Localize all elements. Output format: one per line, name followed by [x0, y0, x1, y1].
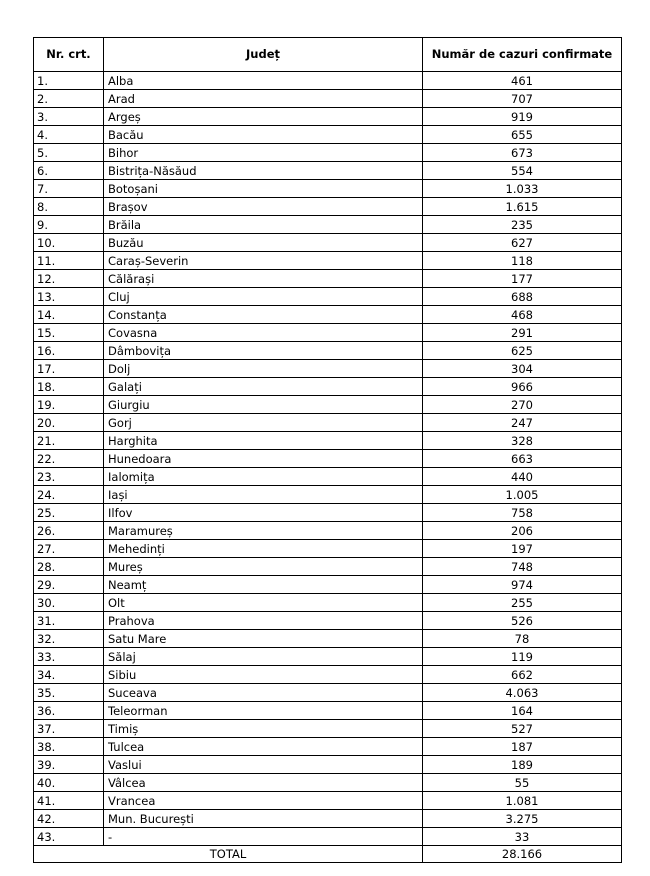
row-number: 33. [34, 648, 104, 666]
case-count: 655 [423, 126, 622, 144]
county-name: Buzău [104, 234, 423, 252]
case-count: 197 [423, 540, 622, 558]
county-name: Hunedoara [104, 450, 423, 468]
row-number: 2. [34, 90, 104, 108]
row-number: 34. [34, 666, 104, 684]
table-row [34, 684, 622, 702]
case-count: 4.063 [423, 684, 622, 702]
table-row [34, 576, 622, 594]
case-count: 554 [423, 162, 622, 180]
row-number: 6. [34, 162, 104, 180]
county-name: Mun. București [104, 810, 423, 828]
row-number: 4. [34, 126, 104, 144]
county-name: - [104, 828, 423, 846]
table-row [34, 288, 622, 306]
row-number: 40. [34, 774, 104, 792]
row-number: 39. [34, 756, 104, 774]
county-name: Dolj [104, 360, 423, 378]
case-count: 707 [423, 90, 622, 108]
row-number: 37. [34, 720, 104, 738]
table-row [34, 378, 622, 396]
table-row [34, 702, 622, 720]
county-name: Covasna [104, 324, 423, 342]
county-name: Vaslui [104, 756, 423, 774]
row-number: 22. [34, 450, 104, 468]
case-count: 688 [423, 288, 622, 306]
case-count: 1.081 [423, 792, 622, 810]
case-count: 627 [423, 234, 622, 252]
header-judet: Județ [104, 38, 423, 72]
row-number: 28. [34, 558, 104, 576]
case-count: 187 [423, 738, 622, 756]
table-row [34, 756, 622, 774]
case-count: 235 [423, 216, 622, 234]
county-name: Arad [104, 90, 423, 108]
case-count: 255 [423, 594, 622, 612]
case-count: 527 [423, 720, 622, 738]
row-number: 13. [34, 288, 104, 306]
row-number: 21. [34, 432, 104, 450]
table-row [34, 396, 622, 414]
row-number: 10. [34, 234, 104, 252]
row-number: 9. [34, 216, 104, 234]
county-name: Bistrița-Năsăud [104, 162, 423, 180]
table-row [34, 540, 622, 558]
table-row [34, 594, 622, 612]
case-count: 758 [423, 504, 622, 522]
row-number: 35. [34, 684, 104, 702]
table-row [34, 72, 622, 90]
total-row [34, 846, 622, 863]
county-name: Bacău [104, 126, 423, 144]
row-number: 32. [34, 630, 104, 648]
case-count: 662 [423, 666, 622, 684]
row-number: 19. [34, 396, 104, 414]
county-name: Sălaj [104, 648, 423, 666]
table-row [34, 162, 622, 180]
county-name: Giurgiu [104, 396, 423, 414]
case-count: 3.275 [423, 810, 622, 828]
row-number: 26. [34, 522, 104, 540]
table-row [34, 108, 622, 126]
case-count: 78 [423, 630, 622, 648]
county-name: Dâmbovița [104, 342, 423, 360]
table-row [34, 324, 622, 342]
case-count: 625 [423, 342, 622, 360]
table-row [34, 720, 622, 738]
table-body [34, 72, 622, 846]
row-number: 20. [34, 414, 104, 432]
case-count: 526 [423, 612, 622, 630]
county-name: Sibiu [104, 666, 423, 684]
case-count: 1.033 [423, 180, 622, 198]
header-row [34, 38, 622, 72]
row-number: 8. [34, 198, 104, 216]
case-count: 966 [423, 378, 622, 396]
table-row [34, 270, 622, 288]
table-row [34, 342, 622, 360]
county-name: Argeș [104, 108, 423, 126]
row-number: 7. [34, 180, 104, 198]
case-count: 206 [423, 522, 622, 540]
case-count: 33 [423, 828, 622, 846]
county-name: Timiș [104, 720, 423, 738]
county-name: Olt [104, 594, 423, 612]
county-name: Vrancea [104, 792, 423, 810]
case-count: 304 [423, 360, 622, 378]
table-row [34, 198, 622, 216]
total-value: 28.166 [423, 846, 622, 863]
case-count: 328 [423, 432, 622, 450]
row-number: 36. [34, 702, 104, 720]
county-name: Ialomița [104, 468, 423, 486]
table-row [34, 810, 622, 828]
case-count: 461 [423, 72, 622, 90]
county-name: Călărași [104, 270, 423, 288]
county-name: Ilfov [104, 504, 423, 522]
row-number: 38. [34, 738, 104, 756]
case-count: 164 [423, 702, 622, 720]
county-name: Brăila [104, 216, 423, 234]
table-row [34, 234, 622, 252]
case-count: 177 [423, 270, 622, 288]
row-number: 23. [34, 468, 104, 486]
case-count: 1.615 [423, 198, 622, 216]
county-name: Prahova [104, 612, 423, 630]
row-number: 16. [34, 342, 104, 360]
row-number: 30. [34, 594, 104, 612]
row-number: 18. [34, 378, 104, 396]
table-row [34, 468, 622, 486]
row-number: 3. [34, 108, 104, 126]
table-row [34, 126, 622, 144]
county-name: Neamț [104, 576, 423, 594]
table-row [34, 360, 622, 378]
table-row [34, 504, 622, 522]
case-count: 919 [423, 108, 622, 126]
row-number: 29. [34, 576, 104, 594]
row-number: 5. [34, 144, 104, 162]
table-row [34, 180, 622, 198]
county-name: Brașov [104, 198, 423, 216]
table-row [34, 612, 622, 630]
row-number: 25. [34, 504, 104, 522]
county-name: Harghita [104, 432, 423, 450]
table-row [34, 792, 622, 810]
table-row [34, 414, 622, 432]
header-cazuri: Număr de cazuri confirmate [423, 38, 622, 72]
row-number: 17. [34, 360, 104, 378]
case-count: 189 [423, 756, 622, 774]
table-row [34, 144, 622, 162]
table-row [34, 648, 622, 666]
case-count: 270 [423, 396, 622, 414]
county-name: Mureș [104, 558, 423, 576]
row-number: 31. [34, 612, 104, 630]
case-count: 247 [423, 414, 622, 432]
table-row [34, 522, 622, 540]
case-count: 55 [423, 774, 622, 792]
county-name: Mehedinți [104, 540, 423, 558]
county-name: Vâlcea [104, 774, 423, 792]
table-row [34, 252, 622, 270]
table-row [34, 774, 622, 792]
county-name: Maramureș [104, 522, 423, 540]
row-number: 41. [34, 792, 104, 810]
county-name: Alba [104, 72, 423, 90]
table-row [34, 738, 622, 756]
row-number: 24. [34, 486, 104, 504]
table-row [34, 828, 622, 846]
table-row [34, 90, 622, 108]
table-row [34, 306, 622, 324]
county-name: Teleorman [104, 702, 423, 720]
table-row [34, 558, 622, 576]
case-count: 291 [423, 324, 622, 342]
case-count: 118 [423, 252, 622, 270]
row-number: 42. [34, 810, 104, 828]
cases-table [33, 37, 622, 863]
table-row [34, 450, 622, 468]
case-count: 468 [423, 306, 622, 324]
case-count: 673 [423, 144, 622, 162]
row-number: 12. [34, 270, 104, 288]
row-number: 15. [34, 324, 104, 342]
table-row [34, 666, 622, 684]
table-row [34, 216, 622, 234]
county-name: Cluj [104, 288, 423, 306]
table-row [34, 432, 622, 450]
row-number: 1. [34, 72, 104, 90]
row-number: 43. [34, 828, 104, 846]
header-nr: Nr. crt. [34, 38, 104, 72]
case-count: 663 [423, 450, 622, 468]
row-number: 11. [34, 252, 104, 270]
county-name: Iași [104, 486, 423, 504]
county-name: Botoșani [104, 180, 423, 198]
case-count: 748 [423, 558, 622, 576]
county-name: Caraș-Severin [104, 252, 423, 270]
case-count: 1.005 [423, 486, 622, 504]
table-row [34, 630, 622, 648]
table-row [34, 486, 622, 504]
case-count: 119 [423, 648, 622, 666]
county-name: Galați [104, 378, 423, 396]
county-name: Tulcea [104, 738, 423, 756]
county-name: Suceava [104, 684, 423, 702]
county-name: Bihor [104, 144, 423, 162]
row-number: 14. [34, 306, 104, 324]
row-number: 27. [34, 540, 104, 558]
total-label: TOTAL [34, 846, 423, 863]
case-count: 974 [423, 576, 622, 594]
case-count: 440 [423, 468, 622, 486]
county-name: Gorj [104, 414, 423, 432]
county-name: Satu Mare [104, 630, 423, 648]
county-name: Constanța [104, 306, 423, 324]
